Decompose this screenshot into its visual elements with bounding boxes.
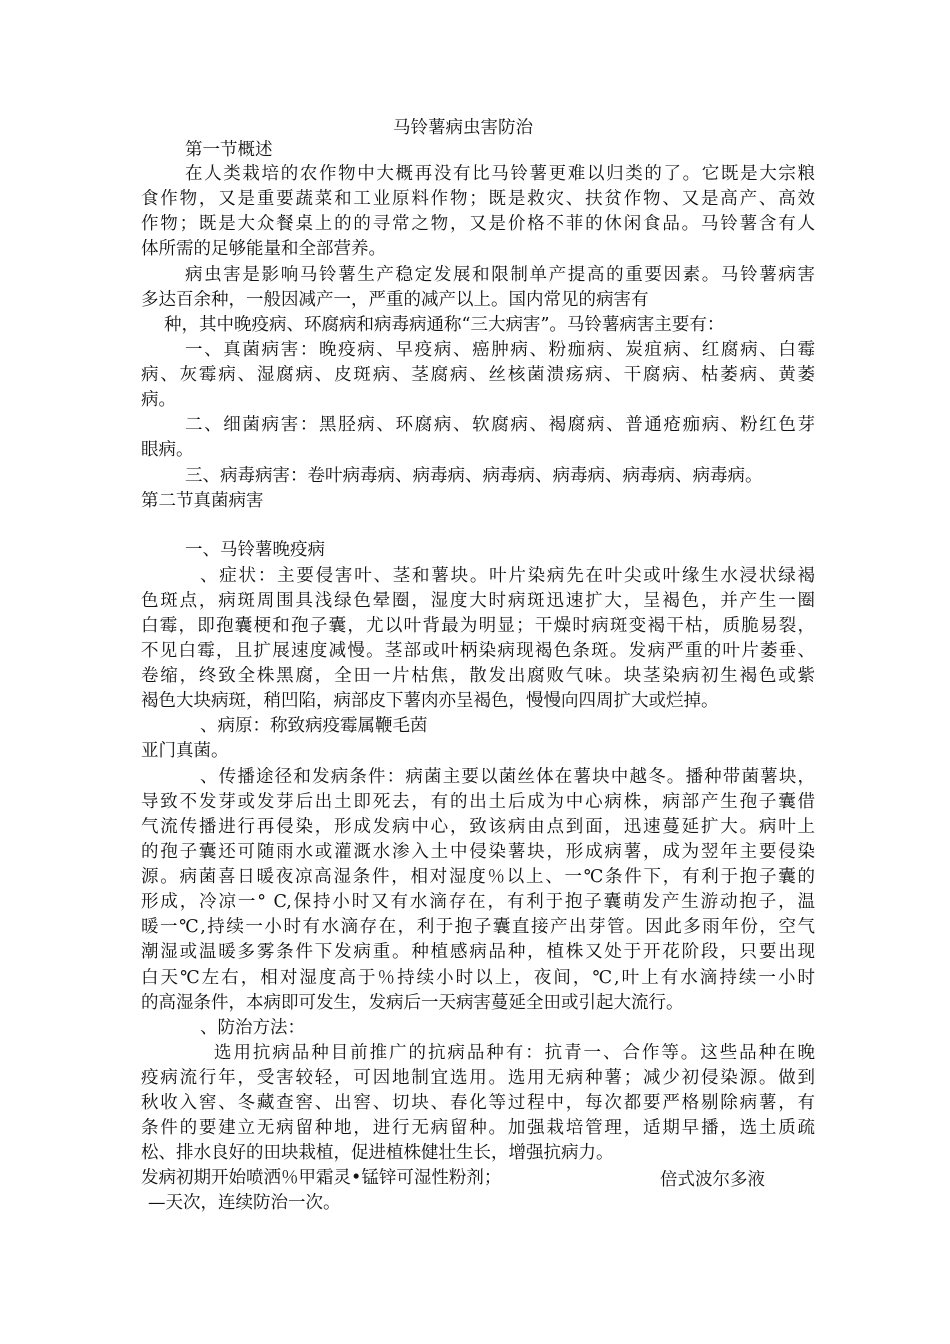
section-heading: 第二节真菌病害	[141, 491, 264, 511]
clipped-text: 倍式波尔多液	[660, 1170, 765, 1190]
paragraph-line: 三、病毒病害：卷叶病毒病、病毒病、病毒病、病毒病、病毒病、病毒病。	[185, 466, 763, 486]
paragraph-line: 的孢子囊还可随雨水或灌溉水渗入土中侵染薯块，形成病薯，成为翌年主要侵染	[141, 842, 815, 862]
paragraph-line: 眼病。	[141, 440, 194, 460]
document-title: 马铃薯病虫害防治	[393, 118, 533, 138]
paragraph-line: 白霉，即孢囊梗和孢子囊，尤以叶背最为明显；干燥时病斑变褐干枯，质脆易裂，	[141, 616, 815, 636]
paragraph-line: 秋收入窖、冬藏查窖、出窖、切块、春化等过程中，每次都要严格剔除病薯，有	[141, 1093, 815, 1113]
paragraph-line: 白天℃左右，相对湿度高于％持续小时以上，夜间，℃,叶上有水滴持续一小时	[141, 968, 815, 988]
paragraph-line: 不见白霉，且扩展速度减慢。茎部或叶柄染病现褐色条斑。发病严重的叶片萎垂、	[141, 641, 815, 661]
paragraph-line: 形成，冷凉一° C,保持小时又有水滴存在，有利于抱子囊萌发产生游动抱子，温	[141, 892, 815, 912]
paragraph-line: 亚门真菌。	[141, 741, 229, 761]
paragraph-line: 、传播途径和发病条件：病菌主要以菌丝体在薯块中越冬。播种带菌薯块，	[200, 767, 815, 787]
paragraph-line: 、症状：主要侵害叶、茎和薯块。叶片染病先在叶尖或叶缘生水浸状绿褐	[200, 566, 815, 586]
paragraph-line: 潮湿或温暖多雾条件下发病重。种植感病品种，植株又处于开花阶段，只要出现	[141, 942, 815, 962]
paragraph-line: —天次，连续防治一次。	[148, 1193, 341, 1213]
clipped-text-fragment	[660, 1168, 790, 1190]
paragraph-line: 松、排水良好的田块栽植，促进植株健壮生长，增强抗病力。	[141, 1143, 614, 1163]
paragraph-line: 二、细菌病害：黑胫病、环腐病、软腐病、褐腐病、普通疮痂病、粉红色芽	[185, 415, 815, 435]
paragraph-line: 作物；既是大众餐桌上的的寻常之物，又是价格不菲的休闲食品。马铃薯含有人	[141, 214, 815, 234]
subsection-heading: 一、马铃薯晚疫病	[185, 540, 325, 560]
paragraph-line: 气流传播进行再侵染，形成发病中心，致该病由点到面，迅速蔓延扩大。病叶上	[141, 817, 815, 837]
paragraph-line: 、病原：称致病疫霉属鞭毛茵	[200, 716, 428, 736]
paragraph-line: 发病初期开始喷洒％甲霜灵•锰锌可湿性粉剂；	[141, 1168, 502, 1188]
paragraph-line: 条件的要建立无病留种地，进行无病留种。加强栽培管理，适期早播，选土质疏	[141, 1118, 815, 1138]
paragraph-line: 选用抗病品种目前推广的抗病品种有：抗青一、合作等。这些品种在晚	[214, 1043, 815, 1063]
paragraph-line: 病。	[141, 390, 176, 410]
paragraph-line: 的高湿条件，本病即可发生，发病后一天病害蔓延全田或引起大流行。	[141, 993, 684, 1013]
paragraph-line: 病虫害是影响马铃薯生产稳定发展和限制单产提高的重要因素。马铃薯病害	[185, 265, 815, 285]
paragraph-line: 食作物，又是重要蔬菜和工业原料作物；既是救灾、扶贫作物、又是高产、高效	[141, 189, 815, 209]
paragraph-line: 褐色大块病斑，稍凹陷，病部皮下薯肉亦呈褐色，慢慢向四周扩大或烂掉。	[141, 691, 719, 711]
paragraph-line: 在人类栽培的农作物中大概再没有比马铃薯更难以归类的了。它既是大宗粮	[185, 164, 815, 184]
paragraph-line: 色斑点，病斑周围具浅绿色晕圈，湿度大时病斑迅速扩大，呈褐色，并产生一圈	[141, 591, 815, 611]
section-heading: 第一节概述	[185, 140, 273, 160]
paragraph-line: 卷缩，终致全株黑腐，全田一片枯焦，散发出腐败气味。块茎染病初生褐色或紫	[141, 666, 815, 686]
paragraph-line: 病、灰霉病、湿腐病、皮斑病、茎腐病、丝核菌溃疡病、干腐病、枯萎病、黄萎	[141, 365, 815, 385]
paragraph-line: 、防治方法：	[200, 1018, 305, 1038]
paragraph-line: 导致不发芽或发芽后出土即死去，有的出土后成为中心病株，病部产生孢子囊借	[141, 792, 815, 812]
paragraph-line: 多达百余种，一般因减产一，严重的减产以上。国内常见的病害有	[141, 290, 649, 310]
paragraph-line: 种，其中晚疫病、环腐病和病毒病通称“三大病害”。马铃薯病害主要有：	[164, 315, 725, 335]
paragraph-line: 疫病流行年，受害较轻，可因地制宜选用。选用无病种薯；减少初侵染源。做到	[141, 1068, 815, 1088]
paragraph-line: 一、真菌病害：晚疫病、早疫病、癌肿病、粉痂病、炭疽病、红腐病、白霉	[185, 340, 815, 360]
paragraph-line: 源。病菌喜日暖夜凉高湿条件，相对湿度％以上、一℃条件下，有利于抱子囊的	[141, 867, 815, 887]
paragraph-line: 体所需的足够能量和全部营养。	[141, 239, 386, 259]
paragraph-line: 暖一℃,持续一小时有水滴存在，利于抱子囊直接产出芽管。因此多雨年份，空气	[141, 917, 815, 937]
